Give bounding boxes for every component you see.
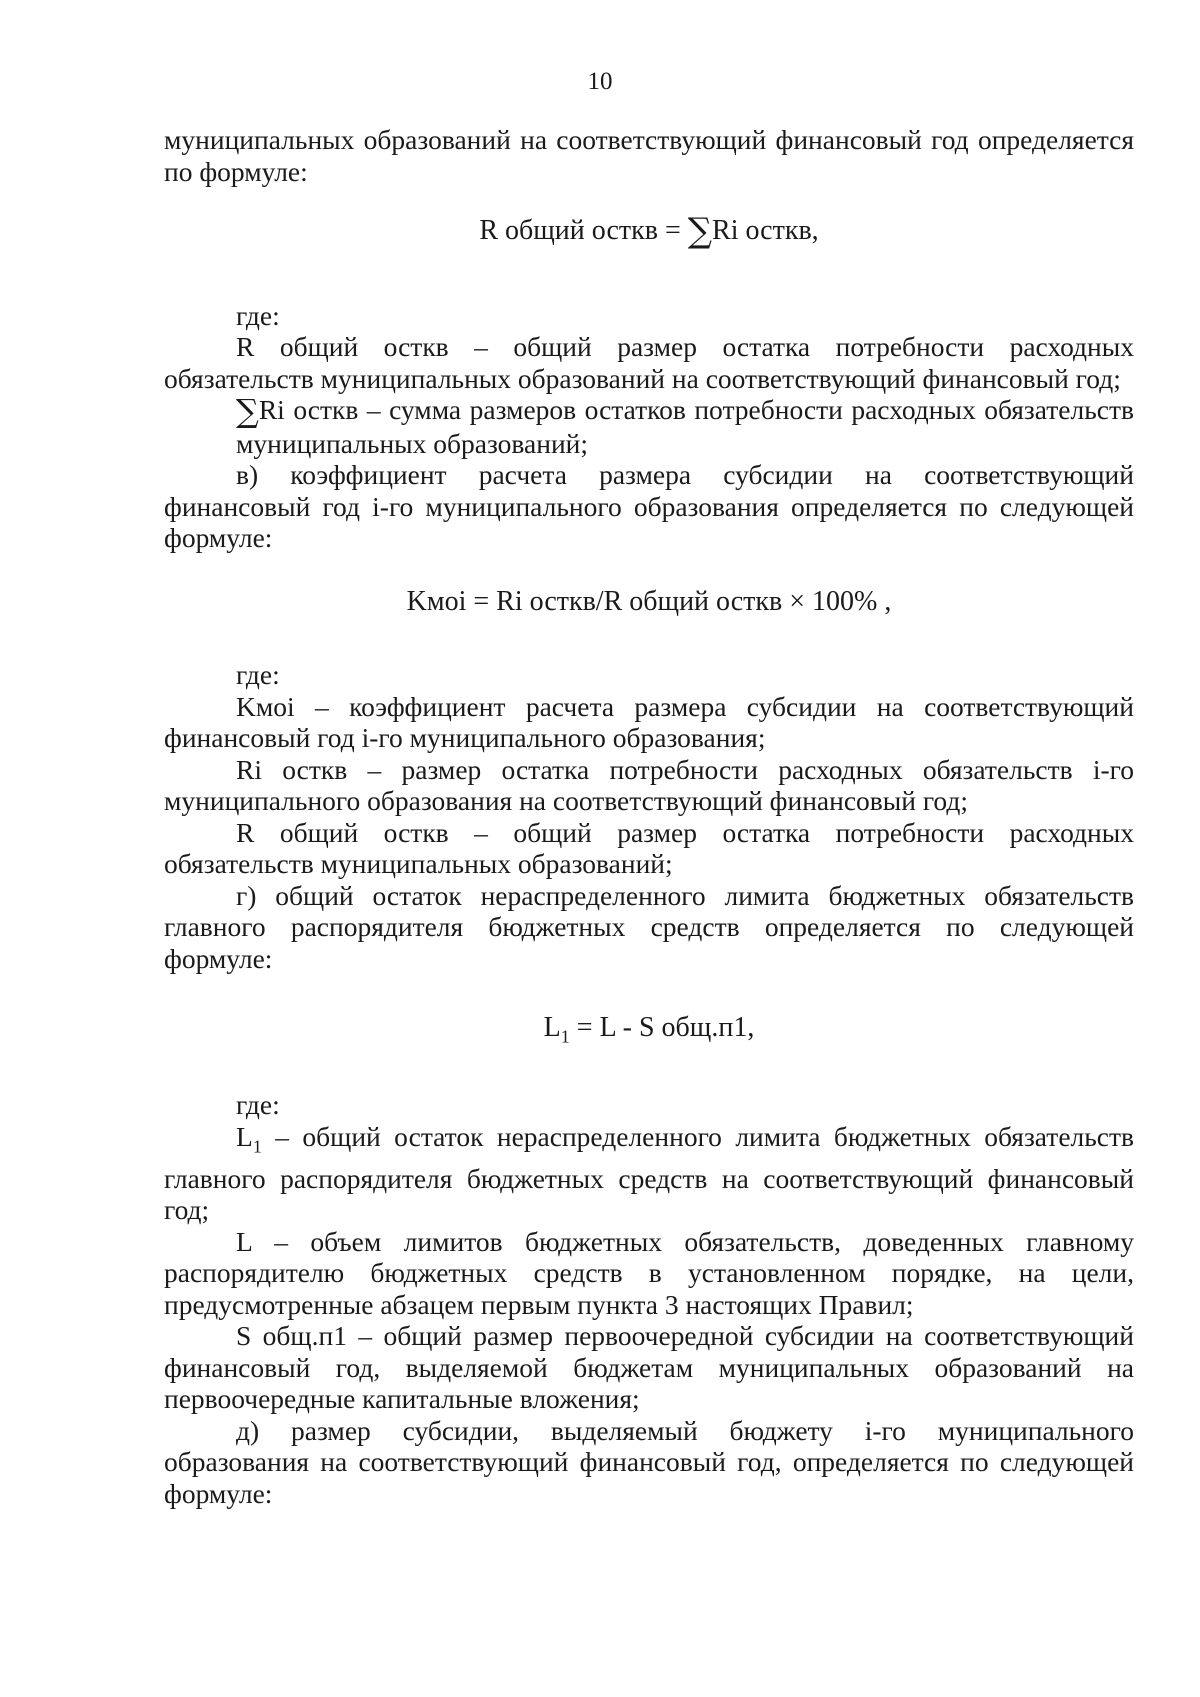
item-g-paragraph: г) общий остаток нераспределенного лимита бюджетных обязательств главного распорядителя бюджетных средств определяется по следующей формуле: — [164, 879, 1134, 974]
formula-total-remainder-right: Ri осткв — [712, 215, 812, 246]
definition-s-obsh: S общ.п1 – общий размер первоочередной субсидии на соответствующий финансовый год, выделяемой бюджетам муниципальных образований на первоочередные капитальные вложения; — [164, 1320, 1134, 1415]
definition-l1-text: – общий остаток нераспределенного лимита бюджетных обязательств главного распорядителя бюджетных средств на соответствующий финансовый год; — [164, 1120, 1134, 1226]
definition-l1-subscript: 1 — [252, 1136, 262, 1157]
definition-l1-symbol: L — [236, 1120, 253, 1152]
definition-r-total-2: R общий осткв – общий размер остатка потребности расходных обязательств муниципальных образований; — [164, 816, 1134, 879]
formula-limit-remainder-rest: = L - S общ.п1, — [569, 1012, 755, 1043]
formula-l-symbol: L — [543, 1012, 561, 1043]
page-number: 10 — [587, 68, 613, 95]
definition-r-total: R общий осткв – общий размер остатка потребности расходных обязательств муниципальных образований на соответствующий финансовый год; — [164, 331, 1134, 394]
document-body — [164, 124, 1134, 1509]
formula-total-remainder-tail: , — [811, 215, 819, 246]
sum-symbol: ∑ — [236, 392, 259, 430]
formula-l-subscript: 1 — [560, 1026, 570, 1047]
definition-sum-ri-term: Ri осткв — [258, 394, 359, 425]
item-v-paragraph: в) коэффициент расчета размера субсидии на соответствующий финансовый год i-го муниципального образования определяется по следующей формуле: — [164, 459, 1134, 553]
where-label-1: где: — [236, 299, 280, 331]
definition-l: L – объем лимитов бюджетных обязательств, доведенных главному распорядителю бюджетных средств в установленном порядке, на цели, предусмотренные абзацем первым пункта 3 настоящих Правил; — [164, 1225, 1134, 1320]
definition-ri: Ri осткв – размер остатка потребности расходных обязательств i-го муниципального образования на соответствующий финансовый год; — [164, 753, 1134, 816]
item-d-paragraph: д) размер субсидии, выделяемый бюджету i-го муниципального образования на соответствующий финансовый год, определяется по следующей формуле: — [164, 1414, 1134, 1509]
formula-total-remainder — [164, 211, 1134, 251]
intro-paragraph: муниципальных образований на соответствующий финансовый год определяется по формуле: — [164, 124, 1134, 187]
formula-coefficient: Kмoi = Ri осткв/R общий осткв × 100% , — [406, 585, 892, 617]
where-label-3: где: — [236, 1089, 280, 1121]
where-label-2: где: — [236, 659, 280, 690]
definition-sum-ri — [164, 394, 1134, 459]
definition-l1 — [164, 1121, 1134, 1226]
formula-limit-remainder — [164, 1012, 1134, 1053]
definition-sum-ri-text: – сумма размеров остатков потребности расходных обязательств муниципальных образований; — [236, 394, 1134, 459]
sum-symbol: ∑ — [687, 211, 713, 251]
definition-kmoi: Kмoi – коэффициент расчета размера субсидии на соответствующий финансовый год i-го муниципального образования; — [164, 690, 1134, 753]
formula-total-remainder-left: R общий осткв = — [479, 215, 688, 246]
